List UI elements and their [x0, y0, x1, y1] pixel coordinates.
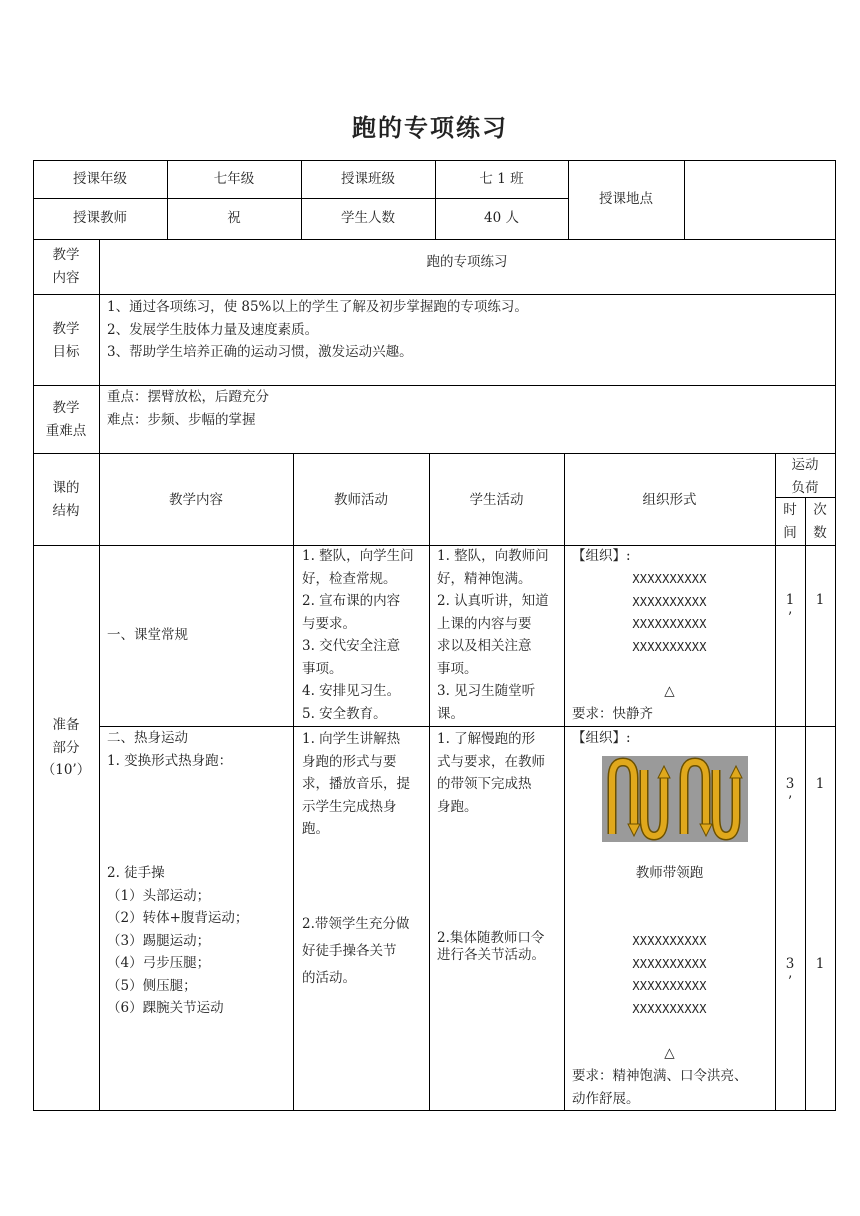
prep-label: 准备 部分 （10’）	[41, 717, 91, 778]
keypoint-item: 重点：摆臂放松，后蹬充分	[107, 389, 269, 405]
col-time: 时 间	[783, 502, 797, 541]
page-title: 跑的专项练习	[352, 113, 508, 142]
goal-item: 1、通过各项练习，使 85%以上的学生了解及初步掌握跑的专项练习。	[107, 299, 528, 315]
exercise-item: （5）侧压腿；	[107, 977, 197, 994]
students-value: 40 人	[484, 210, 519, 226]
goal-item: 3、帮助学生培养正确的运动习惯，激发运动兴趣。	[107, 344, 413, 360]
grade-label: 授课年级	[73, 171, 127, 187]
routine-count: 1	[815, 592, 825, 608]
col-content: 教学内容	[169, 492, 223, 508]
exercise-item: （4）弓步压腿；	[107, 955, 211, 971]
col-count: 次 数	[813, 502, 827, 541]
content-text: 跑的专项练习	[426, 254, 508, 270]
goals-list	[107, 296, 528, 364]
grade-value: 七年级	[213, 171, 255, 187]
routine-formation: XXXXXXXXXX XXXXXXXXXX XXXXXXXXXX XXXXXXXXXX	[632, 572, 707, 654]
col-teacher: 教师活动	[334, 492, 388, 508]
exercise-item: （3）踢腿运动；	[107, 932, 211, 949]
exercise-item: （6）踝腕关节运动	[107, 1000, 224, 1016]
warmup-time: 3 ’	[785, 776, 795, 810]
routine-org-title: 【组织】:	[572, 548, 631, 564]
location-label: 授课地点	[599, 191, 653, 207]
teacher-label: 授课教师	[73, 210, 127, 226]
teacher-triangle-icon: △	[664, 683, 675, 699]
routine-teacher: 1. 整队，向学生问 好，检查常规。 2. 宣布课的内容 与要求。 3. 交代安全注意 事项。 4. 安排见习生。 5. 安全教育。	[302, 548, 414, 722]
routine-content: 一、课堂常规	[107, 627, 188, 643]
goals-label: 教学 目标	[52, 321, 80, 360]
exercise-formation: XXXXXXXXXX XXXXXXXXXX XXXXXXXXXX XXXXXXXXXX	[632, 934, 707, 1016]
exercise-count: 1	[815, 956, 825, 972]
class-label: 授课班级	[341, 171, 395, 187]
warmup-content: 二、热身运动 1. 变换形式热身跑：	[107, 730, 233, 769]
warmup-image-caption: 教师带领跑	[635, 865, 704, 881]
exercise-time: 3 ’	[785, 956, 795, 990]
routine-student: 1. 整队，向教师问 好，精神饱满。 2. 认真听讲，知道 上课的内容与要 求以及相关注意 事项。 3. 见习生随堂听 课。	[437, 548, 549, 722]
col-student: 学生活动	[469, 492, 524, 508]
content-label: 教学 内容	[52, 247, 80, 286]
routine-time: 1 ’	[785, 592, 795, 626]
exercise-student: 2.集体随教师口令 进行各关节活动。	[437, 930, 545, 963]
warmup-org-title: 【组织】:	[572, 730, 631, 746]
col-org: 组织形式	[642, 492, 697, 508]
keypoint-item: 难点：步频、步幅的掌握	[107, 411, 256, 428]
exercise-item: （2）转体+腹背运动；	[107, 910, 249, 926]
class-value: 七 1 班	[479, 171, 524, 187]
exercise-content: 2. 徒手操 （1）头部运动； （2）转体+腹背运动； （3）踢腿运动； （4）弓步压腿； （5）侧压腿； （6）踝腕关节运动	[107, 862, 248, 1020]
structure-label: 课的 结构	[52, 480, 80, 519]
exercise-item: （1）头部运动；	[107, 887, 211, 904]
exercise-teacher: 2.带领学生充分做 好徒手操各关节 的活动。	[302, 916, 410, 986]
col-load: 运动 负荷	[791, 457, 819, 496]
exercise-requirement: 要求：精神饱满、口令洪亮、 动作舒展。	[572, 1068, 748, 1107]
running-path-diagram-icon	[602, 756, 748, 842]
keypoints-list	[107, 386, 269, 431]
keypoints-label: 教学 重难点	[45, 400, 87, 439]
warmup-count: 1	[815, 776, 825, 792]
students-label: 学生人数	[341, 210, 395, 226]
warmup-teacher: 1. 向学生讲解热 身跑的形式与要 求，播放音乐，提 示学生完成热身 跑。	[302, 731, 410, 837]
warmup-student: 1. 了解慢跑的形 式与要求，在教师 的带领下完成热 身跑。	[437, 731, 545, 815]
goal-item: 2、发展学生肢体力量及速度素质。	[107, 321, 319, 338]
teacher-triangle-icon: △	[664, 1045, 675, 1061]
teacher-value: 祝	[227, 210, 241, 226]
routine-requirement: 要求：快静齐	[572, 706, 653, 722]
